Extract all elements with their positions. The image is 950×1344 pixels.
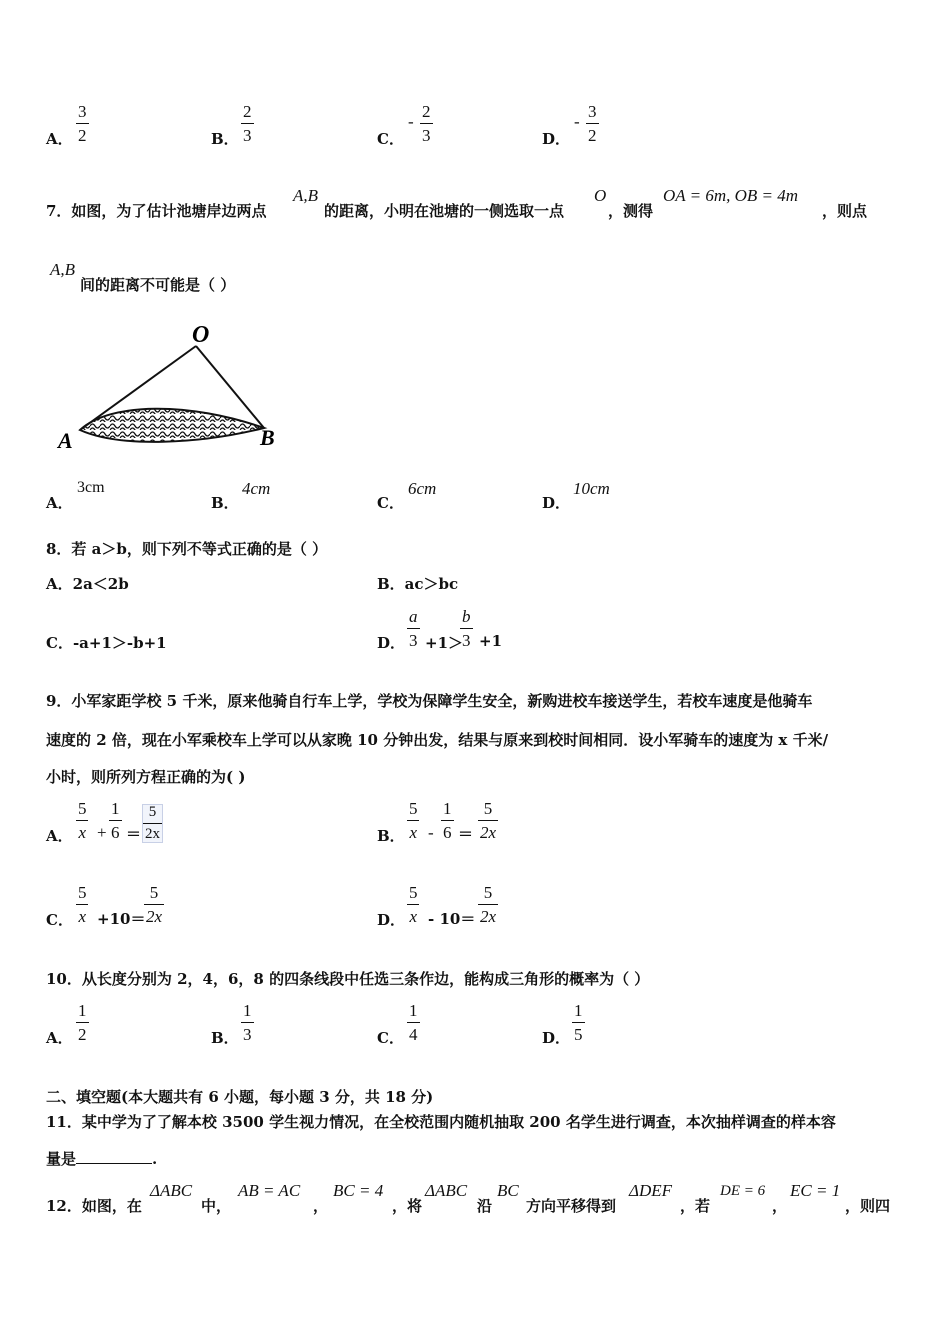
q11-line-1: 11．某中学为了了解本校 3500 学生视力情况，在全校范围内随机抽取 200 名学生进行调查，本次抽样调查的样本容 — [46, 1113, 836, 1131]
q6-option-d-sign: - — [574, 112, 580, 131]
pond-shape — [80, 409, 264, 442]
q9-line-1: 9．小军家距学校 5 千米，原来他骑自行车上学，学校为保障学生安全，新购进校车接送学生，若校车速度是他骑车 — [46, 692, 813, 710]
q12-text-7: ，若 — [680, 1197, 711, 1215]
pond-figure — [50, 318, 290, 458]
q10-stem: 10．从长度分别为 2，4，6，8 的四条线段中任选三条作边，能构成三角形的概率为（ ） — [46, 970, 650, 988]
q6-option-a-label: A． — [46, 130, 73, 148]
q10-option-a-fraction: $\frac{1}{2}$ — [78, 1001, 87, 1044]
q7-text-5: 间的距离不可能是（ ） — [80, 276, 236, 294]
q6-option-d-label: D． — [542, 130, 571, 148]
q9-b-frac-1: $\frac{5}{x}$ — [409, 799, 418, 842]
point-o-label: O — [192, 322, 210, 348]
q9-c-plus10: +10＝ — [97, 910, 146, 928]
q12-math-triangle-abc-2: ΔABC — [425, 1181, 468, 1200]
q11-line-2: 量是 . — [46, 1150, 158, 1168]
q9-option-c-label: C． — [46, 911, 73, 929]
q9-option-d-label: D． — [377, 911, 406, 929]
q9-c-frac-1: $\frac{5}{x}$ — [78, 883, 87, 926]
q12-text-8: ， — [772, 1197, 788, 1215]
q12-text-6: 方向平移得到 — [526, 1197, 617, 1215]
q12-text-2: 中， — [201, 1197, 232, 1215]
q9-a-frac-3-image: $\frac{5}{2x}$ — [142, 804, 163, 843]
q10-option-b-fraction: $\frac{1}{3}$ — [243, 1001, 252, 1044]
q8-option-a: A．2a＜2b — [46, 575, 129, 593]
q9-a-plus: + — [97, 823, 107, 842]
q8-option-c: C．-a+1＞-b+1 — [46, 634, 167, 652]
q10-option-b-label: B． — [211, 1029, 239, 1047]
q7-option-a-label: A． — [46, 494, 73, 512]
q12-text-1: 12．如图，在 — [46, 1197, 142, 1215]
q7-option-c-value: 6cm — [408, 479, 437, 498]
q7-option-c-label: C． — [377, 494, 404, 512]
q12-math-ab-ac: AB = AC — [238, 1181, 301, 1200]
q9-c-frac-2: $\frac{5}{2x}$ — [146, 883, 163, 926]
q12-text-4: ，将 — [392, 1197, 423, 1215]
q7-option-a-value: 3cm — [77, 479, 105, 496]
q6-option-c-fraction: $\frac{2}{3}$ — [422, 102, 431, 145]
q12-math-ec: EC = 1 — [790, 1181, 841, 1200]
q12-math-de: DE = 6 — [720, 1183, 766, 1199]
q9-b-minus: - — [428, 823, 434, 842]
q12-math-bc: BC = 4 — [333, 1181, 384, 1200]
q12-math-bc-2: BC — [497, 1181, 519, 1200]
q12-math-triangle-abc: ΔABC — [150, 1181, 193, 1200]
q10-option-d-fraction: $\frac{1}{5}$ — [574, 1001, 583, 1044]
q6-option-b-label: B． — [211, 130, 239, 148]
q9-option-b-label: B． — [377, 827, 405, 845]
q7-option-d-label: D． — [542, 494, 571, 512]
q6-option-d-fraction: $\frac{3}{2}$ — [588, 102, 597, 145]
q7-text-3: ，测得 — [608, 202, 654, 220]
q9-line-3: 小时，则所列方程正确的为( ) — [46, 768, 246, 786]
q7-math-lengths: OA = 6m, OB = 4m — [663, 186, 799, 205]
q10-option-c-label: C． — [377, 1029, 404, 1047]
q12-math-triangle-def: ΔDEF — [629, 1181, 673, 1200]
q7-text-1: 7．如图，为了估计池塘岸边两点 — [46, 202, 267, 220]
point-a-label: A — [58, 428, 73, 453]
q9-line-2: 速度的 2 倍，现在小军乘校车上学可以从家晚 10 分钟出发，结果与原来到校时间相同．设小军骑车的速度为 x 千米/ — [46, 731, 829, 749]
q7-option-d-value: 10cm — [573, 479, 610, 498]
q9-d-frac-2: $\frac{5}{2x}$ — [480, 883, 497, 926]
q9-a-eq: ＝ — [126, 825, 142, 843]
q12-text-9: ，则四 — [845, 1197, 891, 1215]
q7-text-2: 的距离，小明在池塘的一侧选取一点 — [324, 202, 565, 220]
q10-option-a-label: A． — [46, 1029, 73, 1047]
q8-option-d-end: +1 — [479, 632, 503, 650]
q12-text-3: ， — [313, 1197, 329, 1215]
q9-d-frac-1: $\frac{5}{x}$ — [409, 883, 418, 926]
q6-option-a-fraction: $\frac{3}{2}$ — [78, 102, 87, 145]
q7-text-4: ，则点 — [822, 202, 868, 220]
q9-b-eq: ＝ — [458, 825, 474, 843]
q9-d-minus10: - 10＝ — [428, 910, 476, 928]
q9-a-frac-2: $\frac{1}{6}$ — [111, 799, 120, 842]
q8-option-b: B．ac＞bc — [377, 575, 459, 593]
q6-option-c-label: C． — [377, 130, 404, 148]
q8-option-d-label: D． — [377, 634, 406, 652]
q10-option-c-fraction: $\frac{1}{4}$ — [409, 1001, 418, 1044]
q7-option-b-label: B． — [211, 494, 239, 512]
q7-math-o: O — [594, 186, 607, 205]
q9-option-a-label: A． — [46, 827, 73, 845]
section-2-heading: 二、填空题(本大题共有 6 小题，每小题 3 分，共 18 分) — [46, 1088, 434, 1106]
q12-text-5: 沿 — [477, 1197, 493, 1215]
point-b-label: B — [260, 425, 275, 450]
q8-option-d-fraction-a: $\frac{a}{3}$ — [409, 607, 418, 650]
q10-option-d-label: D． — [542, 1029, 571, 1047]
q9-b-frac-3: $\frac{5}{2x}$ — [480, 799, 497, 842]
q11-answer-blank[interactable] — [76, 1149, 152, 1164]
q6-option-c-sign: - — [408, 112, 414, 131]
q6-option-b-fraction: $\frac{2}{3}$ — [243, 102, 252, 145]
q9-b-frac-2: $\frac{1}{6}$ — [443, 799, 452, 842]
q9-a-frac-1: $\frac{5}{x}$ — [78, 799, 87, 842]
q7-math-ab-2: A,B — [50, 260, 76, 279]
q7-option-b-value: 4cm — [242, 479, 271, 498]
q8-stem: 8．若 a＞b，则下列不等式正确的是（ ） — [46, 540, 328, 558]
q8-option-d-fraction-b: $\frac{b}{3}$ — [462, 607, 471, 650]
q8-option-d-mid: +1＞ — [425, 634, 464, 652]
q7-math-ab: A,B — [293, 186, 319, 205]
